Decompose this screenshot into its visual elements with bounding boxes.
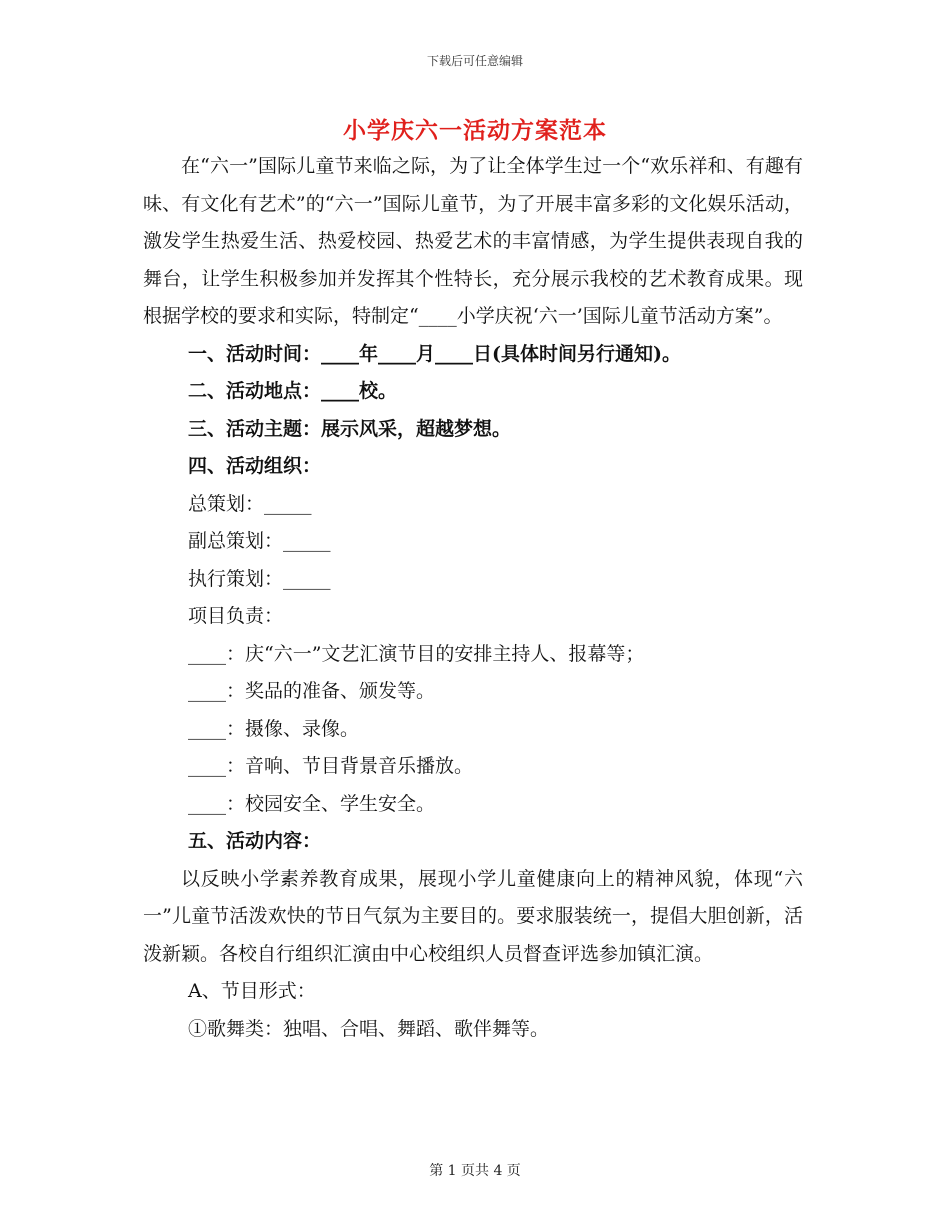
intro-paragraph: 在“六一”国际儿童节来临之际，为了让全体学生过一个“欢乐祥和、有趣有味、有文化有艺术”的“六一”国际儿童节，为了开展丰富多彩的文化娱乐活动，激发学生热爱生活、热爱校园、热爱艺术的丰富情感，为学生提供表现自我的舞台，让学生积极参加并发挥其个性特长，充分展示我校的艺术教育成果。现根据学校的要求和实际，特制定“____小学庆祝‘六一’国际儿童节活动方案”。 — [143, 155, 803, 327]
duty-item: ____：摄像、录像。 — [188, 717, 360, 740]
section-theme: 三、活动主题：展示风采，超越梦想。 — [188, 417, 512, 440]
org-executive: 执行策划：_____ — [188, 567, 331, 590]
form-label: A、节目形式： — [188, 980, 316, 1002]
org-deputy: 副总策划：_____ — [188, 530, 331, 552]
section-organization: 四、活动组织： — [188, 455, 322, 477]
document-body — [143, 148, 803, 1048]
org-projects-label: 项目负责： — [188, 605, 284, 627]
section-content: 五、活动内容： — [188, 830, 322, 852]
duty-item: ____：校园安全、学生安全。 — [188, 792, 436, 815]
page-footer: 第 1 页共 4 页 — [429, 1163, 521, 1179]
duty-item: ____：奖品的准备、颁发等。 — [188, 680, 436, 702]
document-title: 小学庆六一活动方案范本 — [343, 117, 607, 144]
section-location: 二、活动地点：____校。 — [188, 380, 398, 402]
section-time: 一、活动时间：____年____月____日(具体时间另行通知)。 — [188, 342, 681, 365]
duty-item: ____：庆“六一”文艺汇演节目的安排主持人、报幕等； — [188, 642, 645, 665]
header-note: 下载后可任意编辑 — [426, 54, 523, 68]
duty-item: ____：音响、节目背景音乐播放。 — [188, 755, 474, 777]
form-item: ①歌舞类：独唱、合唱、舞蹈、歌伴舞等。 — [188, 1017, 550, 1040]
content-paragraph: 以反映小学素养教育成果，展现小学儿童健康向上的精神风貌，体现“六一”儿童节活泼欢快的节日气氛为主要目的。要求服装统一，提倡大胆创新，活泼新颖。各校自行组织汇演由中心校组织人员督查评选参加镇汇演。 — [143, 867, 803, 965]
org-chief: 总策划：_____ — [188, 492, 312, 515]
